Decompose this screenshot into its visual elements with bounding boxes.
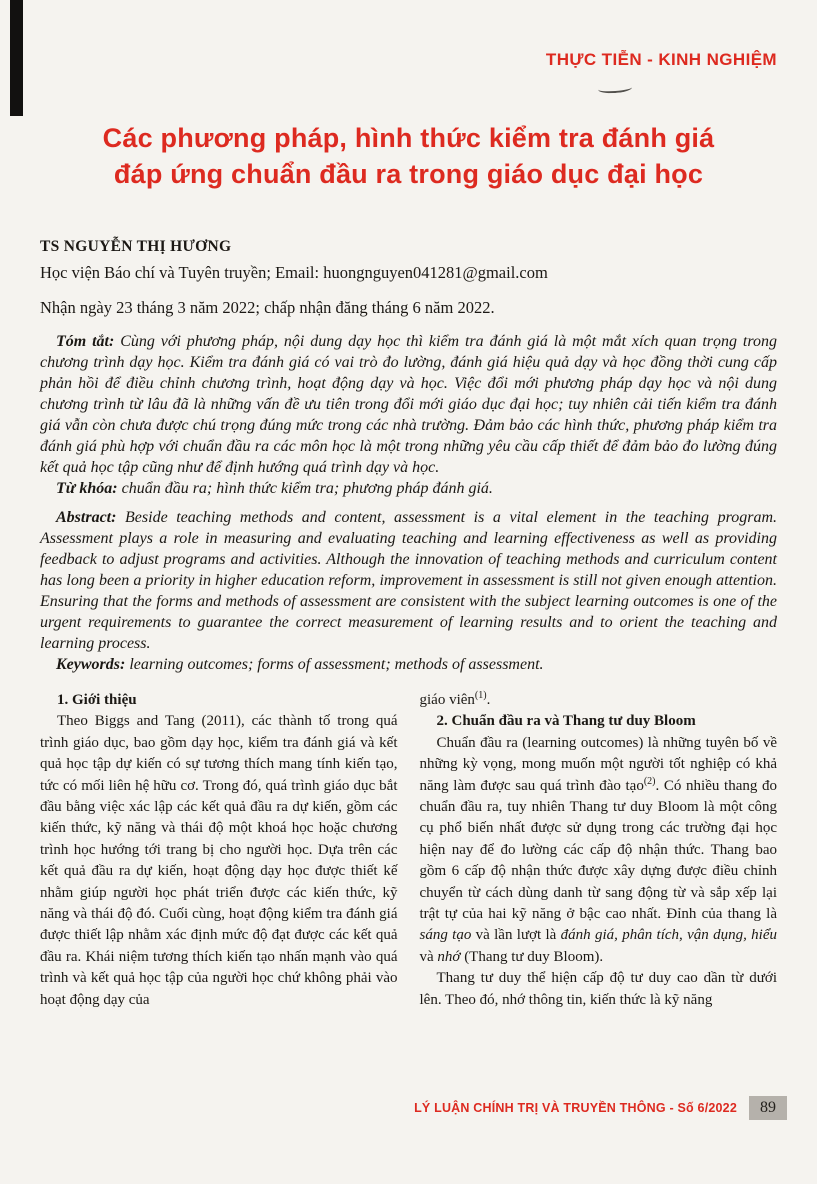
page-number-badge: 89 bbox=[749, 1096, 787, 1120]
article-title-line2: đáp ứng chuẩn đầu ra trong giáo dục đại học bbox=[113, 159, 704, 189]
body-paragraph-intro: Theo Biggs and Tang (2011), các thành tố trong quá trình giáo dục, bao gồm dạy học, kiểm tra đánh giá và kết quả học tập dự kiến có sự tương thích mang tính kiến tạo, tức có mối liên hệ hữu cơ. Trong đó, quá trình giáo dục bắt đầu bằng việc xác lập các kết quả đầu ra dự kiến, gồm các kiến thức, kỹ năng và thái độ một khoá học hoặc chương trình học hướng tới trang bị cho người học. Dựa trên các kết quả đầu ra dự kiến, hoạt động dạy học được thiết kế nhằm giúp người học phát triển được các kiến thức, kỹ năng và thái độ đó. Cuối cùng, hoạt động kiểm tra đánh giá được thiết lập nhằm xác định mức độ đạt được các kết quả đầu ra. Khái niệm tương thích kiến tạo nhấn mạnh vào quá trình và kết quả học tập của người học chứ không phải vào hoạt động dạy của bbox=[40, 713, 398, 1008]
abstract-en-label: Abstract: bbox=[56, 509, 117, 526]
abstract-en-paragraph bbox=[40, 507, 777, 654]
outcomes-italic-1: sáng tạo bbox=[419, 927, 472, 944]
continuation-end: . bbox=[486, 692, 491, 708]
keywords-vi-line bbox=[40, 478, 777, 499]
footer-journal-line: LÝ LUẬN CHÍNH TRỊ VÀ TRUYỀN THÔNG - Số 6/2022 bbox=[414, 1101, 737, 1115]
article-title bbox=[40, 120, 777, 192]
abstract-vietnamese-block bbox=[40, 331, 777, 499]
page-footer bbox=[414, 1096, 787, 1120]
keywords-vi-text: chuẩn đầu ra; hình thức kiểm tra; phương pháp đánh giá. bbox=[117, 480, 493, 497]
keywords-en-text: learning outcomes; forms of assessment; methods of assessment. bbox=[125, 656, 544, 673]
section-label: THỰC TIỄN - KINH NGHIỆM bbox=[545, 50, 777, 69]
outcomes-text-c: và lần lượt là bbox=[471, 927, 561, 944]
abstract-en-text: Beside teaching methods and content, assessment is a vital element in the teaching program. Assessment plays a role in measuring and evaluating teaching and learning effectiveness as well as providing feedback to adjust programs and activities. Although the innovation of teaching methods and curriculum content has long been a priority in higher education reform, improvement in assessment is still not given enough attention. Ensuring that the forms and methods of assessment are consistent with the subject learning outcomes is one of the urgent requirements to guarantee the correct measurement of learning results and to orient the teaching and learning process. bbox=[40, 509, 777, 652]
keywords-vi-label: Từ khóa: bbox=[56, 480, 118, 497]
footnote-ref-2: (2) bbox=[643, 775, 656, 787]
body-columns bbox=[40, 690, 777, 1011]
abstract-vi-text: Cùng với phương pháp, nội dung dạy học thì kiểm tra đánh giá là một mắt xích quan trọng trong chương trình dạy học. Kiểm tra đánh giá có vai trò đo lường, đánh giá hiệu quả dạy và học đồng thời cung cấp phản hồi để điều chỉnh chương trình, hoạt động dạy và học. Việc đổi mới phương pháp dạy học và nội dung chương trình từ lâu đã là những vấn đề ưu tiên trong đổi mới giáo dục đại học; tuy nhiên cải tiến kiểm tra đánh giá vẫn còn chưa được chú trọng đúng mức trong các nhà trường. Đảm bảo các hình thức, phương pháp kiểm tra đánh giá phù hợp với chuẩn đầu ra các môn học là một trong những yêu cầu cấp thiết để đảm bảo đo lường đúng kết quả học tập cũng như để định hướng quá trình dạy và học. bbox=[40, 333, 778, 476]
keywords-en-label: Keywords: bbox=[56, 656, 126, 673]
outcomes-italic-2: đánh giá, phân tích, vận dụng, hiểu bbox=[560, 927, 777, 944]
abstract-english-block bbox=[40, 507, 777, 675]
outcomes-text-a: Chuẩn đầu ra (learning outcomes) là những tuyên bố về những kỳ vọng, mong muốn một người tốt nghiệp có khả năng làm được sau quá trình đào tạo bbox=[419, 734, 777, 794]
body-paragraph-bloom: Thang tư duy thể hiện cấp độ tư duy cao dần từ dưới lên. Theo đó, nhớ thông tin, kiến thức là kỹ năng bbox=[419, 970, 777, 1008]
article-title-line1: Các phương pháp, hình thức kiểm tra đánh giá bbox=[102, 123, 715, 153]
abstract-vi-paragraph bbox=[40, 331, 777, 478]
abstract-vi-label: Tóm tắt: bbox=[56, 333, 115, 350]
outcomes-text-b: . Có nhiều thang đo chuẩn đầu ra, tuy nhiên Thang tư duy Bloom là một công cụ phổ biến nhất được sử dụng trong các trường đại học hiện nay để đo lường các cấp độ nhận thức. Thang bao gồm 6 cấp độ nhận thức được xây dựng được điều chỉnh chuyển từ cách dùng danh từ sang động từ và sắp xếp lại trật tự của hai kỹ năng ở bậc cao nhất. Đỉnh của thang là bbox=[419, 777, 777, 923]
received-dates: Nhận ngày 23 tháng 3 năm 2022; chấp nhận đăng tháng 6 năm 2022. bbox=[40, 298, 495, 317]
outcomes-text-e: (Thang tư duy Bloom). bbox=[460, 948, 604, 965]
author-name: TS NGUYỄN THỊ HƯƠNG bbox=[40, 238, 232, 255]
body-column-left bbox=[40, 690, 398, 1011]
section-heading-1: 1. Giới thiệu bbox=[57, 692, 137, 708]
keywords-en-line bbox=[40, 654, 777, 675]
body-paragraph-continuation bbox=[420, 690, 778, 711]
footnote-ref-1: (1) bbox=[474, 690, 487, 701]
outcomes-text-d: và bbox=[419, 948, 438, 965]
body-column-right bbox=[420, 690, 778, 1011]
section-header bbox=[40, 50, 777, 70]
continuation-text: giáo viên bbox=[419, 692, 475, 708]
section-heading-2: 2. Chuẩn đầu ra và Thang tư duy Bloom bbox=[436, 713, 696, 730]
outcomes-italic-3: nhớ bbox=[437, 948, 461, 965]
body-paragraph-outcomes bbox=[420, 733, 778, 968]
author-affiliation: Học viện Báo chí và Tuyên truyền; Email: huongnguyen041281@gmail.com bbox=[40, 263, 548, 282]
